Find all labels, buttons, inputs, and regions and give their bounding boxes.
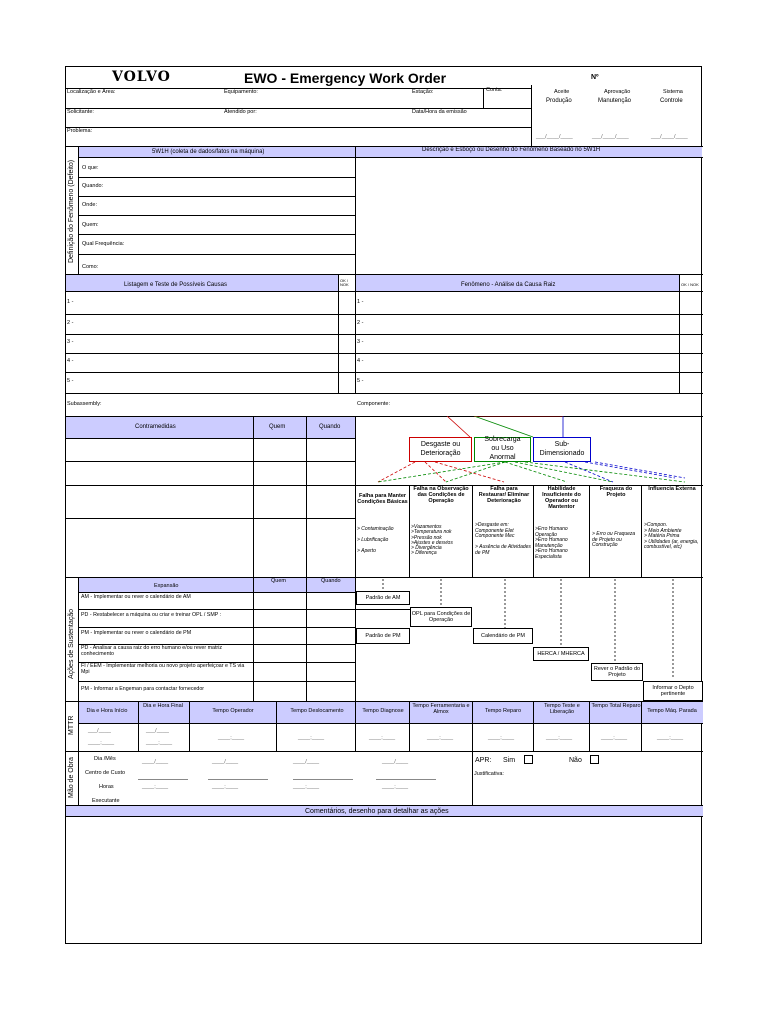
atendido-por-label: Atendido por: (224, 109, 257, 115)
final-date-field[interactable]: ___/____ (146, 728, 169, 734)
ok-nok-right: OK / NOK (681, 282, 699, 287)
localizacao-label: Localização e Área: (67, 89, 116, 95)
horas-label: Horas (99, 784, 114, 790)
analise-header: Fenômeno - Análise da Causa Raiz (461, 282, 556, 288)
mttr-col-final: Dia e Hora Final (143, 703, 183, 709)
equipamento-label: Equipamento: (224, 89, 258, 95)
apr-label: APR: (475, 757, 492, 764)
nao-label: Não (569, 757, 582, 764)
col-items-projeto: > Erro ou Fraqueza de Projeto ou Construção (592, 531, 636, 549)
mttr-col-total: Tempo Total Reparo (591, 703, 641, 709)
sustentacao-row-pd2: PD - Analisar a causa raiz do erro humano e/ou rever matriz conhecimento (81, 645, 223, 657)
ewo-form (65, 66, 702, 944)
sustentacao-row-am: AM - Implementar ou rever o calendário de AM (81, 594, 191, 600)
causa-left-1: 1 - (67, 299, 74, 305)
defeito-side-label: Definição do Fenômeno (Defeito) (68, 159, 75, 263)
operador-time-field[interactable]: ____:____ (218, 735, 244, 741)
aprovacao-date[interactable]: ___/____/____ (592, 134, 629, 140)
informar-depto-box: Informar o Depto pertinente (643, 681, 703, 701)
problema-label: Problema: (67, 128, 93, 134)
horas-field-3[interactable]: ____:____ (293, 784, 319, 790)
contramedidas-quem: Quem (269, 424, 286, 430)
aceite-date[interactable]: ___/____/____ (536, 134, 573, 140)
expansao-header: Expansão (154, 583, 179, 589)
dia-mes-field-1[interactable]: ____/____ (142, 759, 168, 765)
final-time-field[interactable]: ____:____ (146, 740, 172, 746)
ok-nok-left: OK / NOK (340, 278, 349, 288)
sustentacao-quem: Quem (271, 578, 286, 584)
volvo-logo: VOLVO (112, 69, 171, 85)
mttr-col-deslocamento: Tempo Deslocamento (290, 708, 344, 714)
onde-label: Onde: (82, 202, 97, 208)
order-number-label: Nº (591, 74, 599, 81)
descricao-header: Descrição e Esboço ou Desenho do Fenômeno Baseado no 5W1H (422, 147, 601, 153)
data-hora-label: Data/Hora da emissão (412, 109, 467, 115)
herca-box: HERCA / MHERCA (533, 647, 589, 661)
col-title-restaurar: Falha para Restaurar/ Eliminar Deterioração (478, 486, 530, 505)
col-items-habilidade: >Erro Humano Operação >Erro Humano Manutenção >Erro Humano Especialista (535, 526, 568, 560)
executante-label: Executante (92, 798, 120, 804)
causas-header: Listagem e Teste de Possíveis Causas (124, 282, 227, 288)
causa-left-4: 4 - (67, 358, 74, 364)
dia-mes-label: Dia /Mês (94, 756, 116, 762)
opl-box: OPL para Condições de Operação (410, 607, 472, 627)
ferramentaria-time-field[interactable]: ____:____ (427, 735, 453, 741)
mttr-col-teste: Tempo Teste e Liberação (544, 703, 580, 716)
reparo-time-field[interactable]: ____:____ (488, 735, 514, 741)
justificativa-label: Justificativa: (474, 771, 504, 777)
subdimensionado-box: Sub-Dimensionado (533, 437, 591, 462)
col-title-externa: Influencia Externa (648, 486, 696, 492)
causa-left-3: 3 - (67, 339, 74, 345)
quando-label: Quando: (82, 183, 104, 189)
sim-label: Sim (503, 757, 516, 764)
sustentacao-quando: Quando (321, 578, 341, 584)
5w1h-header: 5W1H (coleta de dados/fatos na máquina) (152, 149, 265, 155)
solicitante-label: Solicitante: (67, 109, 94, 115)
mttr-col-diagnose: Tempo Diagnose (362, 708, 404, 714)
nao-checkbox[interactable] (590, 755, 599, 764)
sustentacao-row-fi: FI / EEM - Implementar melhoria ou novo projeto aperfeiçoar e TS via Mpi (81, 663, 245, 675)
mttr-col-inicio: Dia e Hora Início (86, 708, 128, 714)
inicio-time-field[interactable]: ____:____ (88, 740, 114, 746)
estacao-label: Estação: (412, 89, 434, 95)
desgaste-box: Desgaste ou Deterioração (409, 437, 472, 462)
aceite-label: Aceite (554, 89, 570, 95)
mttr-side-label: MTTR (68, 715, 75, 735)
mttr-col-reparo: Tempo Reparo (484, 708, 522, 714)
sustentacao-row-pm1: PM - Implementar ou rever o calendário de PM (81, 630, 192, 636)
causa-right-3: 3 - (357, 339, 364, 345)
causa-left-2: 2 - (67, 320, 74, 326)
maq-parada-time-field[interactable]: ____:____ (657, 735, 683, 741)
inicio-date-field[interactable]: ___/____ (88, 728, 111, 734)
causa-left-5: 5 - (67, 378, 74, 384)
col-items-restaurar: >Desgaste em: Componente Elet Componente Mec > Ausência de Atividades de PM (475, 522, 531, 556)
conta-label: Conta: (486, 87, 503, 93)
mttr-col-maq-parada: Tempo Máq. Parada (647, 708, 697, 714)
col-title-projeto: Fraqueza do Projeto (599, 486, 633, 499)
comentarios-area[interactable] (66, 817, 703, 943)
contramedidas-quando: Quando (319, 424, 341, 430)
horas-field-2[interactable]: ____:____ (212, 784, 238, 790)
comentarios-header: Comentários, desenho para detalhar as ações (305, 808, 449, 815)
causa-right-2: 2 - (357, 320, 364, 326)
controle-label: Controle (660, 98, 683, 104)
aprovacao-label: Aprovação (604, 89, 631, 95)
diagnose-time-field[interactable]: ____:____ (369, 735, 395, 741)
horas-field-4[interactable]: ____:____ (382, 784, 408, 790)
col-items-observacao: >Vazamentos >Temperatura nok >Pressão nok >Ajustes e desvios > Divergência > Diferença (411, 524, 453, 557)
quem-label: Quem: (82, 222, 99, 228)
outcome-arrows (355, 577, 703, 681)
causa-right-5: 5 - (357, 378, 364, 384)
mao-obra-side-label: Mão de Obra (68, 757, 75, 798)
calendario-pm-box: Calendário de PM (473, 628, 533, 644)
col-items-externa: >Compon. > Meio Ambiente > Matéria Prima > Utilidades (ar, energia, combustível, etc) (644, 522, 699, 551)
o-que-label: O que: (82, 165, 99, 171)
col-title-condicoes: Falha para Manter Condições Básicas (357, 493, 408, 506)
sustentacao-row-pd1: PD - Restabelecer a máquina ou criar e treinar OPL / SMP : (81, 612, 222, 618)
col-items-condicoes: > Contaminação > Lubrificação > Aperto (357, 526, 394, 555)
dia-mes-field-3[interactable]: ____/____ (293, 759, 319, 765)
padrao-pm-box: Padrão de PM (356, 628, 410, 644)
componente-label: Componente: (357, 401, 391, 407)
mttr-col-ferramentaria: Tempo Ferramentaria e Almox (412, 703, 470, 716)
sobrecarga-box: Sobrecarga ou Uso Anormal (474, 437, 531, 462)
frequencia-label: Qual Frequência: (82, 241, 125, 247)
producao-label: Produção (546, 98, 572, 104)
teste-time-field[interactable]: ____:____ (546, 735, 572, 741)
horas-field-1[interactable]: ____:____ (142, 784, 168, 790)
sistema-label: Sistema (663, 89, 683, 95)
sustentacao-row-pm2: PM - Informar a Engeman para contactar fornecedor (81, 686, 205, 692)
total-time-field[interactable]: ____:____ (601, 735, 627, 741)
page-title: EWO - Emergency Work Order (244, 70, 447, 86)
rever-padrao-box: Rever o Padrão do Projeto (591, 663, 643, 681)
sim-checkbox[interactable] (524, 755, 533, 764)
sustentacao-side-label: Ações de Sustentação (68, 608, 75, 679)
causa-right-1: 1 - (357, 299, 364, 305)
sistema-date[interactable]: ___/____/____ (651, 134, 688, 140)
col-title-observacao: Falha na Observação das Condições de Operação (413, 486, 469, 505)
causa-right-4: 4 - (357, 358, 364, 364)
dia-mes-field-2[interactable]: ____/____ (212, 759, 238, 765)
dia-mes-field-4[interactable]: ____/____ (382, 759, 408, 765)
como-label: Como: (82, 264, 99, 270)
mttr-col-operador: Tempo Operador (212, 708, 254, 714)
deslocamento-time-field[interactable]: ____:____ (298, 735, 324, 741)
col-title-habilidade: Habilidade Insuficiente do Operador ou Mantentor (542, 486, 581, 511)
centro-custo-label: Centro de Custo (85, 770, 126, 776)
subassembly-label: Subassembly: (67, 401, 102, 407)
padrao-am-box: Padrão de AM (356, 591, 410, 605)
manutencao-label: Manutenção (598, 98, 632, 104)
contramedidas-header: Contramedidas (135, 424, 176, 430)
